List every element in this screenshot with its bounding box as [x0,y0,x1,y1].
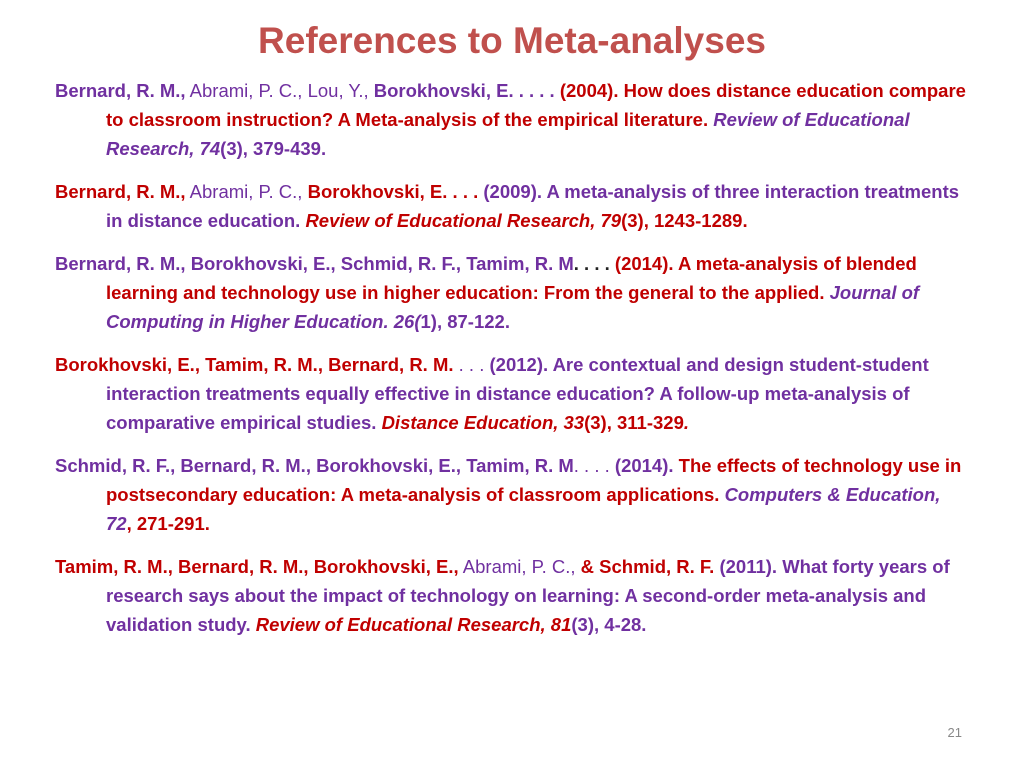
reference-text-segment: . . . [453,354,490,375]
reference-text-segment: (3), 4-28. [571,614,647,635]
reference-entry [55,552,970,639]
reference-text-segment: Distance Education, 33 [381,412,585,433]
reference-text-segment: Journal of Computing in Higher Education. 26( [106,282,920,332]
reference-text-segment: Abrami, P. C., [185,181,308,202]
reference-text-segment: . . . . [573,253,615,274]
reference-text-segment: (2004). How does distance education compare to classroom instruction? A Meta-analysis of the empirical literature. [106,80,966,130]
reference-text-segment: Abrami, P. C., [458,556,581,577]
reference-text-segment: Borokhovski, E. . . . [307,181,484,202]
reference-text-segment: (2012). Are contextual and design student-student interaction treatments equally effective in distance education? A follow-up meta-analysis of comparative empirical studies. [106,354,929,433]
reference-list [55,76,970,653]
reference-text-segment: 1), 87-122. [420,311,510,332]
reference-text-segment: & Schmid, R. F. [580,556,715,577]
reference-text-segment: (3), 1243-1289. [621,210,748,231]
reference-text-segment: (2009). A meta-analysis of three interaction treatments in distance education. [106,181,960,231]
page-number: 21 [947,725,962,740]
reference-text-segment: (2011). What forty years of research says about the impact of technology on learning: A second-order meta-analysis and validation study. [106,556,950,635]
reference-entry [55,177,970,235]
reference-text-segment: Bernard, R. M., [55,80,186,101]
reference-text-segment: (3), 379-439. [220,138,327,159]
reference-entry [55,451,970,538]
reference-text-segment: Borokhovski, E. . . . . [373,80,560,101]
reference-text-segment: , 271-291. [126,513,210,534]
reference-text-segment: (2014). [614,455,679,476]
slide-title: References to Meta-analyses [258,20,766,61]
reference-text-segment: (3), 311-329 [584,412,684,433]
reference-text-segment: Schmid, R. F., Bernard, R. M., Borokhovski, E., Tamim, R. M [55,455,574,476]
reference-text-segment: The effects of technology use in postsecondary education: A meta-analysis of classroom applications. [106,455,962,505]
reference-text-segment: Tamim, R. M., Bernard, R. M., Borokhovski, E., [55,556,459,577]
reference-text-segment: Bernard, R. M., Borokhovski, E., Schmid, R. F., Tamim, R. M [55,253,574,274]
reference-text-segment: Borokhovski, E., Tamim, R. M., Bernard, R. M. [55,354,454,375]
reference-text-segment: Bernard, R. M., [55,181,186,202]
reference-text-segment: Review of Educational Research, 81 [255,614,572,635]
reference-entry [55,76,970,163]
reference-text-segment: . [683,412,690,433]
reference-text-segment: (2014). A meta-analysis of blended learning and technology use in higher education: From the general to the applied. [106,253,917,303]
reference-text-segment: Review of Educational Research, 79 [305,210,622,231]
reference-entry [55,350,970,437]
reference-text-segment: . . . . [573,455,615,476]
reference-text-segment: Review of Educational Research, 74 [106,109,910,159]
reference-text-segment: Computers & Education, 72 [106,484,941,534]
reference-text-segment: Abrami, P. C., Lou, Y., [185,80,374,101]
reference-entry [55,249,970,336]
